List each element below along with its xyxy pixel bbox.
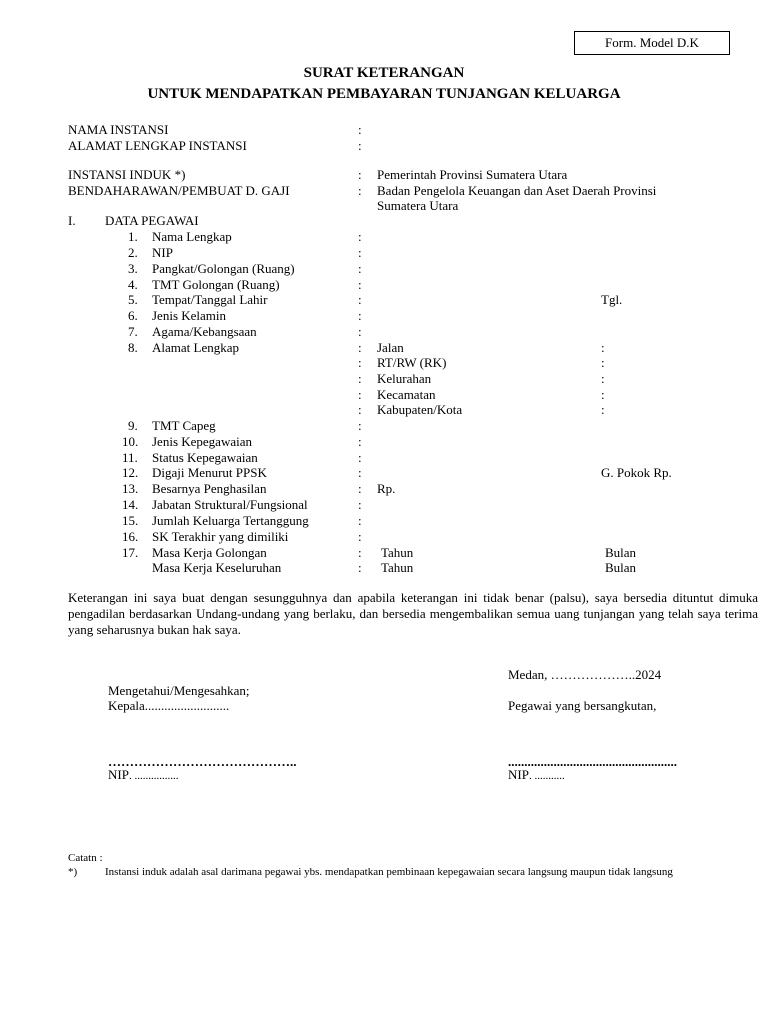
field-label-alamat-instansi: ALAMAT LENGKAP INSTANSI (68, 138, 247, 153)
item-label-tempat-tanggal-lahir: Tempat/Tanggal Lahir (152, 292, 268, 307)
notes-title: Catatn : (68, 852, 103, 864)
approval-label: Mengetahui/Mengesahkan; (108, 683, 250, 698)
item-number: 2. (128, 245, 138, 260)
item-label-jenis-kepegawaian: Jenis Kepegawaian (152, 434, 252, 449)
field-label-nama-instansi: NAMA INSTANSI (68, 122, 169, 137)
item-label-agama: Agama/Kebangsaan (152, 324, 257, 339)
right-signature-line: .................................................... (508, 754, 677, 769)
item-number: 6. (128, 308, 138, 323)
colon: : (358, 497, 362, 512)
item-label-jabatan: Jabatan Struktural/Fungsional (152, 497, 308, 512)
item-number: 14. (122, 497, 139, 512)
statement-paragraph: Keterangan ini saya buat dengan sesungguhnya dan apabila keterangan ini tidak benar (palsu), saya bersedia dituntut dimuka pengadilan berdasarkan Undang-undang yang berlaku, dan bersedia mengembalikan semua uang tunjangan yang telah saya terima yang seharusnya bukan hak saya. (68, 590, 758, 637)
form-code-box (574, 31, 730, 55)
form-code: Form. Model D.K (605, 35, 699, 50)
item-number: 4. (128, 277, 138, 292)
notes-marker: *) (68, 866, 78, 878)
right-nip-dots: . ........... (528, 770, 565, 782)
colon: : (601, 355, 605, 370)
item-value-rp: Rp. (377, 481, 396, 496)
document-title: SURAT KETERANGAN (303, 65, 465, 81)
right-nip-label: NIP (508, 767, 529, 782)
item-label-masa-kerja-golongan: Masa Kerja Golongan (152, 545, 267, 560)
colon: : (601, 402, 605, 417)
item-number: 10. (122, 434, 139, 449)
colon: : (601, 340, 605, 355)
field-value-instansi-induk: Pemerintah Provinsi Sumatera Utara (377, 167, 568, 182)
item-number: 1. (128, 229, 138, 244)
item-number: 11. (122, 450, 138, 465)
colon: : (358, 340, 362, 355)
item-label-status-kepegawaian: Status Kepegawaian (152, 450, 258, 465)
colon: : (358, 402, 362, 417)
right-nip (508, 767, 565, 784)
item-number: 12. (122, 465, 139, 480)
item-number: 8. (128, 340, 138, 355)
item-number: 16. (122, 529, 139, 544)
item-number: 7. (128, 324, 138, 339)
colon: : (358, 434, 362, 449)
colon: : (358, 261, 362, 276)
colon: : (358, 183, 362, 198)
section-number: I. (68, 213, 76, 228)
colon: : (358, 545, 362, 560)
item-label-alamat-lengkap: Alamat Lengkap (152, 340, 239, 355)
item-label-nip: NIP (152, 245, 173, 260)
colon: : (358, 529, 362, 544)
item-right-tgl: Tgl. (601, 292, 623, 307)
item-number: 5. (128, 292, 138, 307)
field-label-bendaharawan: BENDAHARAWAN/PEMBUAT D. GAJI (68, 183, 290, 198)
left-nip (108, 767, 178, 784)
left-nip-dots: . ................ (128, 770, 179, 782)
item-number: 13. (122, 481, 139, 496)
item-label-jenis-kelamin: Jenis Kelamin (152, 308, 227, 323)
masa-kerja-golongan-tahun: Tahun (381, 545, 414, 560)
item-label-tmt-golongan: TMT Golongan (Ruang) (152, 277, 280, 292)
address-kabupaten-kota: Kabupaten/Kota (377, 402, 463, 417)
item-label-tmt-capeg: TMT Capeg (152, 418, 216, 433)
address-jalan: Jalan (377, 340, 404, 355)
colon: : (358, 277, 362, 292)
section-title: DATA PEGAWAI (105, 213, 199, 228)
colon: : (358, 245, 362, 260)
place-date: Medan, ………………..2024 (508, 667, 662, 682)
colon: : (358, 355, 362, 370)
colon: : (358, 481, 362, 496)
colon: : (358, 292, 362, 307)
colon: : (358, 229, 362, 244)
item-number: 9. (128, 418, 138, 433)
item-label-jumlah-keluarga: Jumlah Keluarga Tertanggung (152, 513, 309, 528)
colon: : (358, 324, 362, 339)
item-number: 3. (128, 261, 138, 276)
field-value-bendaharawan: Badan Pengelola Keuangan dan Aset Daerah Provinsi (377, 183, 657, 198)
address-kecamatan: Kecamatan (377, 387, 436, 402)
head-label: Kepala.......................... (108, 698, 230, 713)
colon: : (358, 387, 362, 402)
item-label-masa-kerja-keseluruhan: Masa Kerja Keseluruhan (152, 560, 282, 575)
colon: : (358, 167, 362, 182)
item-label-besarnya-penghasilan: Besarnya Penghasilan (152, 481, 267, 496)
colon: : (358, 138, 362, 153)
item-label-sk-terakhir: SK Terakhir yang dimiliki (152, 529, 289, 544)
left-nip-label: NIP (108, 767, 129, 782)
notes-text: Instansi induk adalah asal darimana pegawai ybs. mendapatkan pembinaan kepegawaian secara langsung maupun tidak langsung (105, 866, 673, 878)
colon: : (358, 450, 362, 465)
left-signature-line: …………………………………….. (108, 754, 297, 769)
colon: : (358, 465, 362, 480)
item-label-digaji-ppsk: Digaji Menurut PPSK (152, 465, 267, 480)
address-rt-rw: RT/RW (RK) (377, 355, 447, 370)
masa-kerja-keseluruhan-bulan: Bulan (605, 560, 637, 575)
field-label-instansi-induk: INSTANSI INDUK *) (68, 167, 186, 182)
item-number: 17. (122, 545, 139, 560)
colon: : (358, 418, 362, 433)
colon: : (601, 387, 605, 402)
masa-kerja-keseluruhan-tahun: Tahun (381, 560, 414, 575)
item-number: 15. (122, 513, 139, 528)
item-label-pangkat: Pangkat/Golongan (Ruang) (152, 261, 295, 276)
employee-label: Pegawai yang bersangkutan, (508, 698, 657, 713)
document-subtitle: UNTUK MENDAPATKAN PEMBAYARAN TUNJANGAN KELUARGA (147, 86, 621, 102)
colon: : (358, 308, 362, 323)
colon: : (358, 560, 362, 575)
address-kelurahan: Kelurahan (377, 371, 432, 386)
field-value-bendaharawan-line2: Sumatera Utara (377, 198, 459, 213)
colon: : (601, 371, 605, 386)
colon: : (358, 371, 362, 386)
item-label-nama-lengkap: Nama Lengkap (152, 229, 232, 244)
masa-kerja-golongan-bulan: Bulan (605, 545, 637, 560)
colon: : (358, 122, 362, 137)
item-right-gaji-pokok: G. Pokok Rp. (601, 465, 672, 480)
colon: : (358, 513, 362, 528)
